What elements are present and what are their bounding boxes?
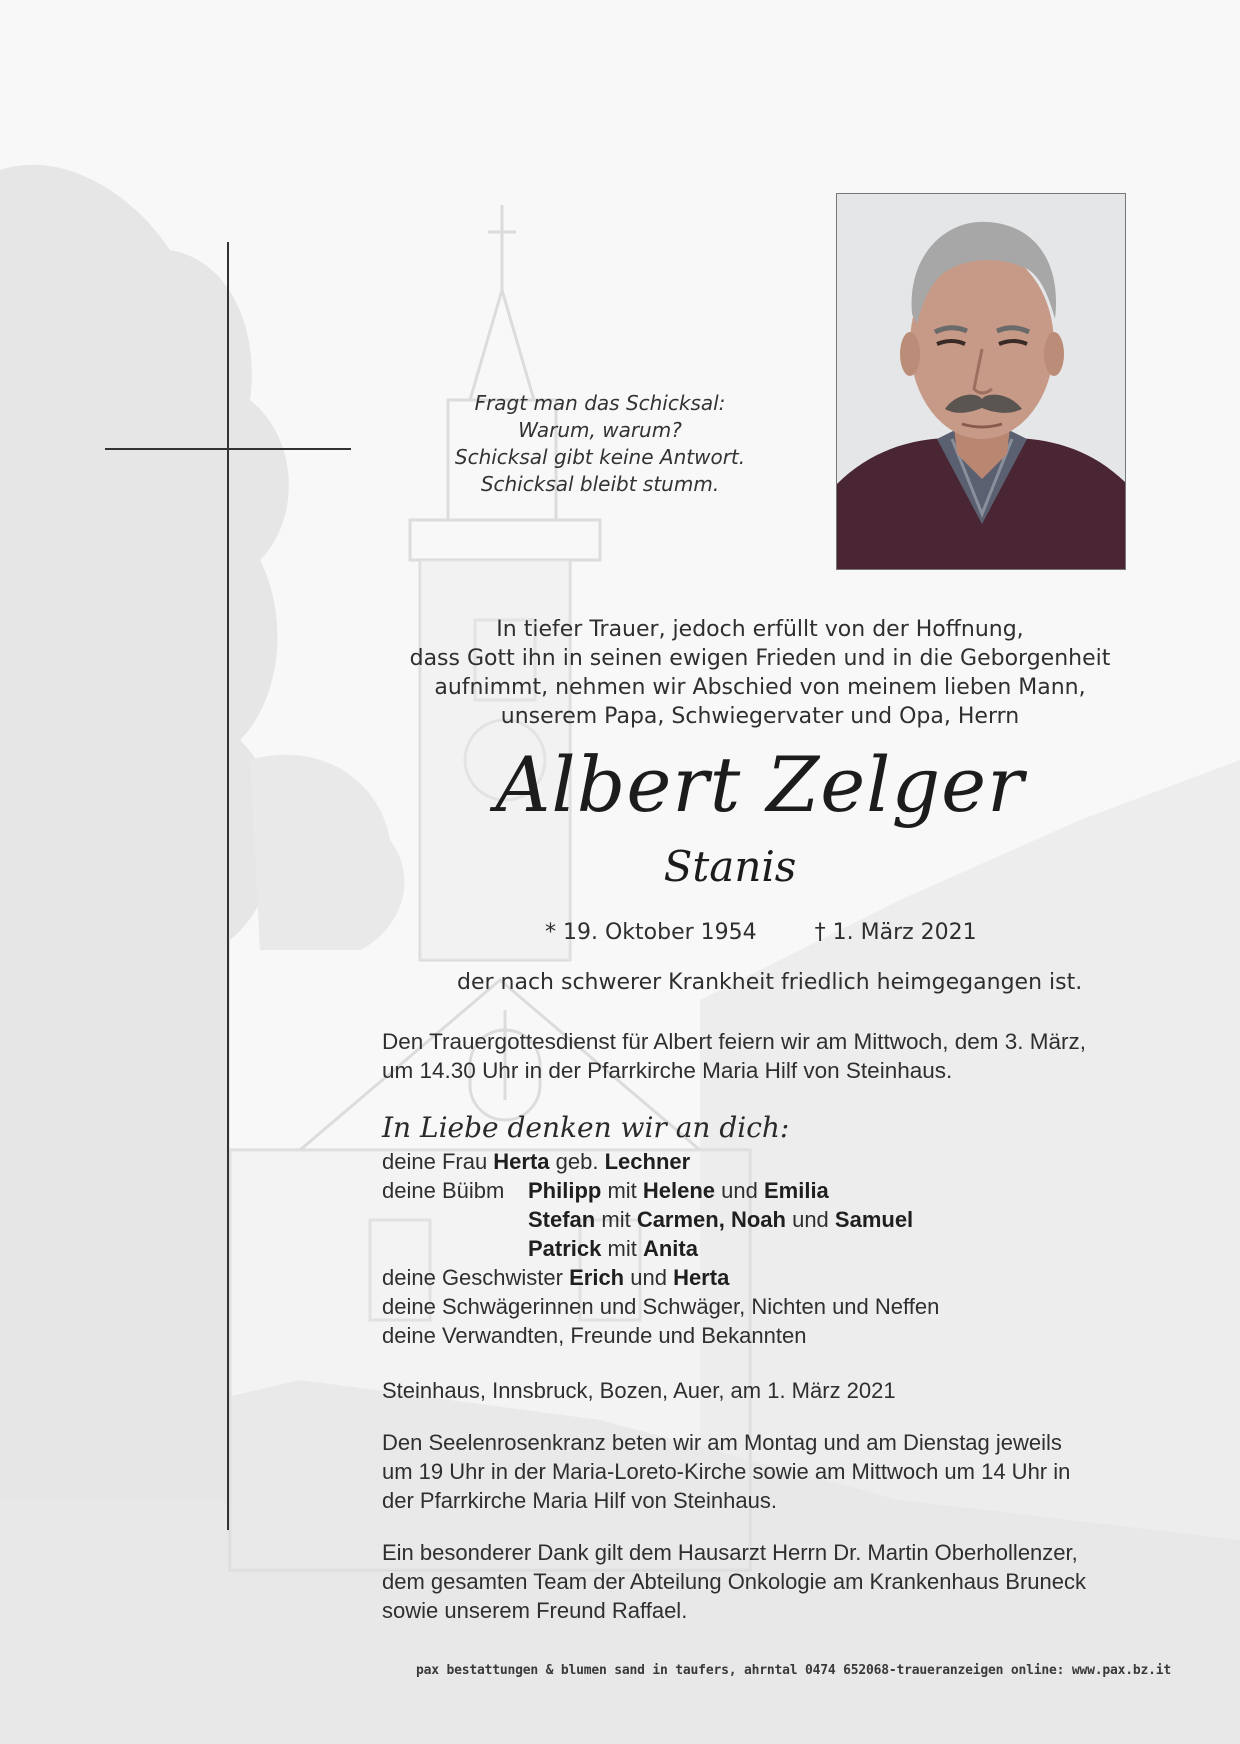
family-name: Emilia	[763, 1178, 829, 1203]
poem-line: Schicksal gibt keine Antwort.	[454, 445, 746, 469]
family-text: mit	[601, 1236, 643, 1261]
family-text: mit	[601, 1178, 643, 1203]
intro-line: aufnimmt, nehmen wir Abschied von meinem lieben Mann,	[434, 675, 1086, 700]
family-heading: In Liebe denken wir an dich:	[382, 1111, 790, 1144]
service-line: um 14.30 Uhr in der Pfarrkirche Maria Hilf von Steinhaus.	[382, 1058, 953, 1083]
place-and-date: Steinhaus, Innsbruck, Bozen, Auer, am 1. März 2021	[382, 1378, 896, 1403]
poem-line: Fragt man das Schicksal:	[474, 391, 726, 415]
death-date: † 1. März 2021	[814, 920, 977, 945]
rosary-line: um 19 Uhr in der Maria-Loreto-Kirche sowie am Mittwoch um 14 Uhr in	[382, 1459, 1071, 1484]
family-name: Helene	[642, 1178, 716, 1203]
footer-credit: pax bestattungen & blumen sand in taufers, ahrntal 0474 652068-traueranzeigen online: www.pax.bz.it	[416, 1663, 1172, 1678]
family-name: Lechner	[604, 1149, 691, 1174]
family-name: Herta	[493, 1149, 550, 1174]
intro-line: dass Gott ihn in seinen ewigen Frieden und in die Geborgenheit	[409, 646, 1111, 671]
birth-date: * 19. Oktober 1954	[545, 920, 757, 945]
rosary-text	[382, 1428, 1142, 1515]
family-row	[382, 1234, 1142, 1263]
intro-line: In tiefer Trauer, jedoch erfüllt von der Hoffnung,	[496, 617, 1024, 642]
family-name: Erich	[569, 1265, 625, 1290]
life-dates	[545, 918, 977, 948]
family-name: Philipp	[528, 1178, 602, 1203]
family-name: Carmen, Noah	[636, 1207, 786, 1232]
family-text: mit	[595, 1207, 637, 1232]
service-line: Den Trauergottesdienst für Albert feiern wir am Mittwoch, dem 3. März,	[382, 1029, 1087, 1054]
family-name: Patrick	[528, 1236, 602, 1261]
funeral-service-text	[382, 1027, 1142, 1085]
family-row: deine Schwägerinnen und Schwäger, Nichten und Neffen	[382, 1294, 940, 1319]
family-row	[382, 1205, 1142, 1234]
rosary-line: Den Seelenrosenkranz beten wir am Montag und am Dienstag jeweils	[382, 1430, 1062, 1455]
passed-text: der nach schwerer Krankheit friedlich heimgegangen ist.	[457, 970, 1083, 995]
thanks-text	[382, 1538, 1142, 1625]
family-name: Stefan	[528, 1207, 596, 1232]
family-text: und	[715, 1178, 764, 1203]
intro-line: unserem Papa, Schwiegervater und Opa, Herrn	[500, 704, 1020, 729]
family-text: geb.	[549, 1149, 605, 1174]
family-name: Herta	[673, 1265, 730, 1290]
family-text: und	[785, 1207, 835, 1232]
family-text: deine Büibm	[382, 1178, 505, 1203]
thanks-line: sowie unserem Freund Raffael.	[382, 1598, 688, 1623]
deceased-nickname: Stanis	[663, 842, 797, 891]
thanks-line: Ein besonderer Dank gilt dem Hausarzt Herrn Dr. Martin Oberhollenzer,	[382, 1540, 1078, 1565]
poem-line: Schicksal bleibt stumm.	[480, 472, 720, 496]
family-row	[382, 1147, 1142, 1176]
cross-vertical-line	[227, 242, 229, 1530]
family-row	[382, 1176, 1142, 1205]
portrait-photo	[836, 193, 1126, 570]
family-text: und	[624, 1265, 674, 1290]
family-text: deine Frau	[382, 1149, 494, 1174]
family-name: Anita	[642, 1236, 698, 1261]
poem-line: Warum, warum?	[518, 418, 682, 442]
family-list	[382, 1147, 1142, 1350]
family-row: deine Verwandten, Freunde und Bekannten	[382, 1323, 807, 1348]
cross-horizontal-line	[105, 448, 351, 450]
family-row	[382, 1263, 1142, 1292]
intro-text	[360, 615, 1160, 731]
family-name: Samuel	[834, 1207, 914, 1232]
deceased-name: Albert Zelger	[495, 740, 1025, 829]
poem	[400, 390, 800, 498]
family-text: deine Geschwister	[382, 1265, 570, 1290]
thanks-line: dem gesamten Team der Abteilung Onkologie am Krankenhaus Bruneck	[382, 1569, 1087, 1594]
rosary-line: der Pfarrkirche Maria Hilf von Steinhaus.	[382, 1488, 777, 1513]
